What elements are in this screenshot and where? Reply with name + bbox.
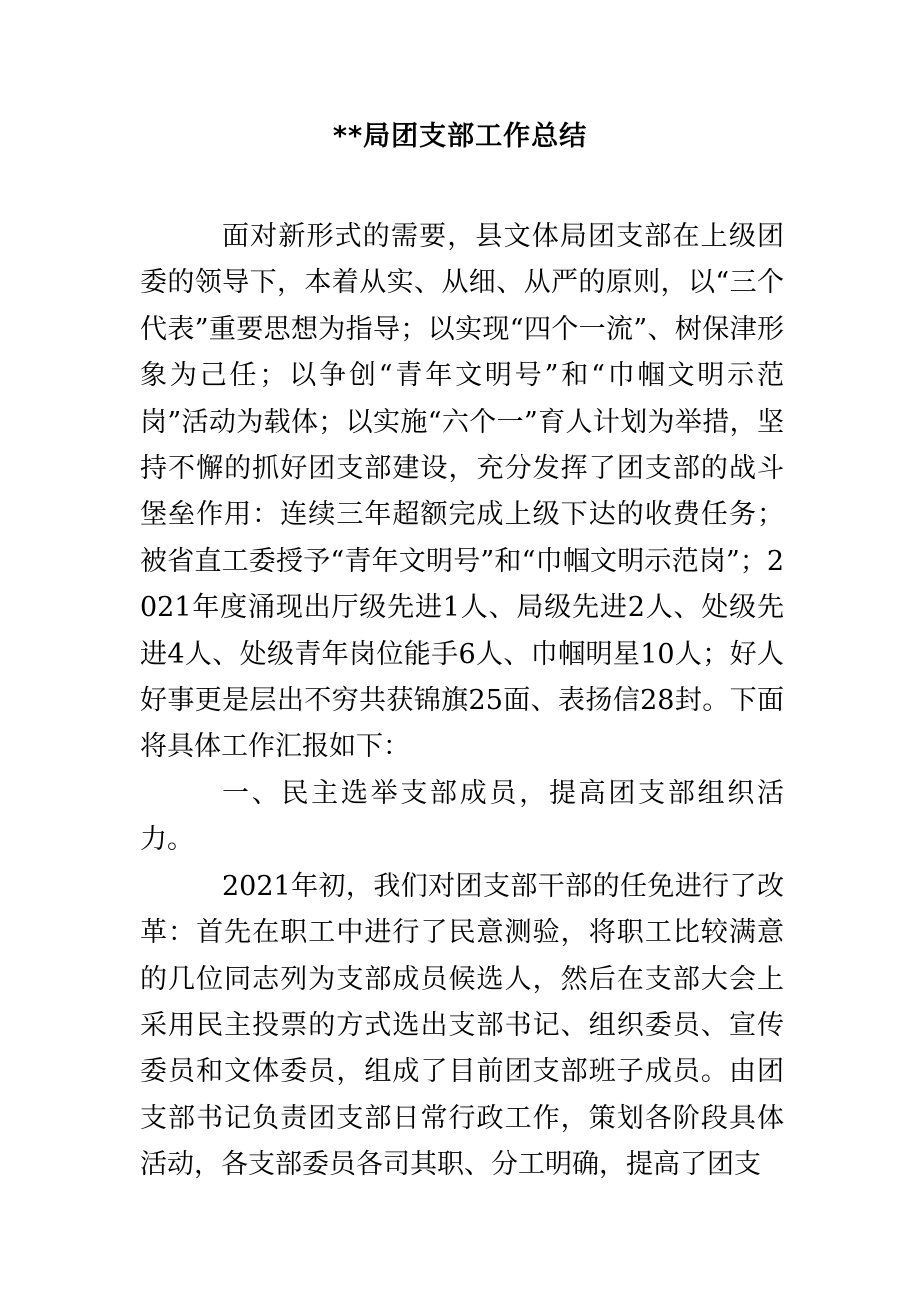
body-paragraph-section-1: 2021年初，我们对团支部干部的任免进行了改革：首先在职工中进行了民意测验，将职工比较满意的几位同志列为支部成员候选人，然后在支部大会上采用民主投票的方式选出支部书记、组织委员、宣传委员和文体委员，组成了目前团支部班子成员。由团支部书记负责团支部日常行政工作，策划各阶段具体活动，各支部委员各司其职、分工明确，提高了团支 xyxy=(140,870,784,1181)
document-body xyxy=(140,214,784,1189)
body-paragraph-intro: 面对新形式的需要，县文体局团支部在上级团委的领导下，本着从实、从细、从严的原则，以“三个代表”重要思想为指导；以实现“四个一流”、树保津形象为己任；以争创“青年文明号”和“巾帼文明示范岗”活动为载体；以实施“六个一”育人计划为举措，坚持不懈的抓好团支部建设，充分发挥了团支部的战斗堡垒作用：连续三年超额完成上级下达的收费任务；被省直工委授予“青年文明号”和“巾帼文明示范岗”；2021年度涌现出厅级先进1人、局级先进2人、处级先进4人、处级青年岗位能手6人、巾帼明星10人；好人好事更是层出不穷共获锦旗25面、表扬信28封。下面将具体工作汇报如下： xyxy=(140,221,784,763)
section-heading-1: 一、民主选举支部成员，提高团支部组织活力。 xyxy=(140,777,784,856)
document-title: **局团支部工作总结 xyxy=(332,121,588,152)
